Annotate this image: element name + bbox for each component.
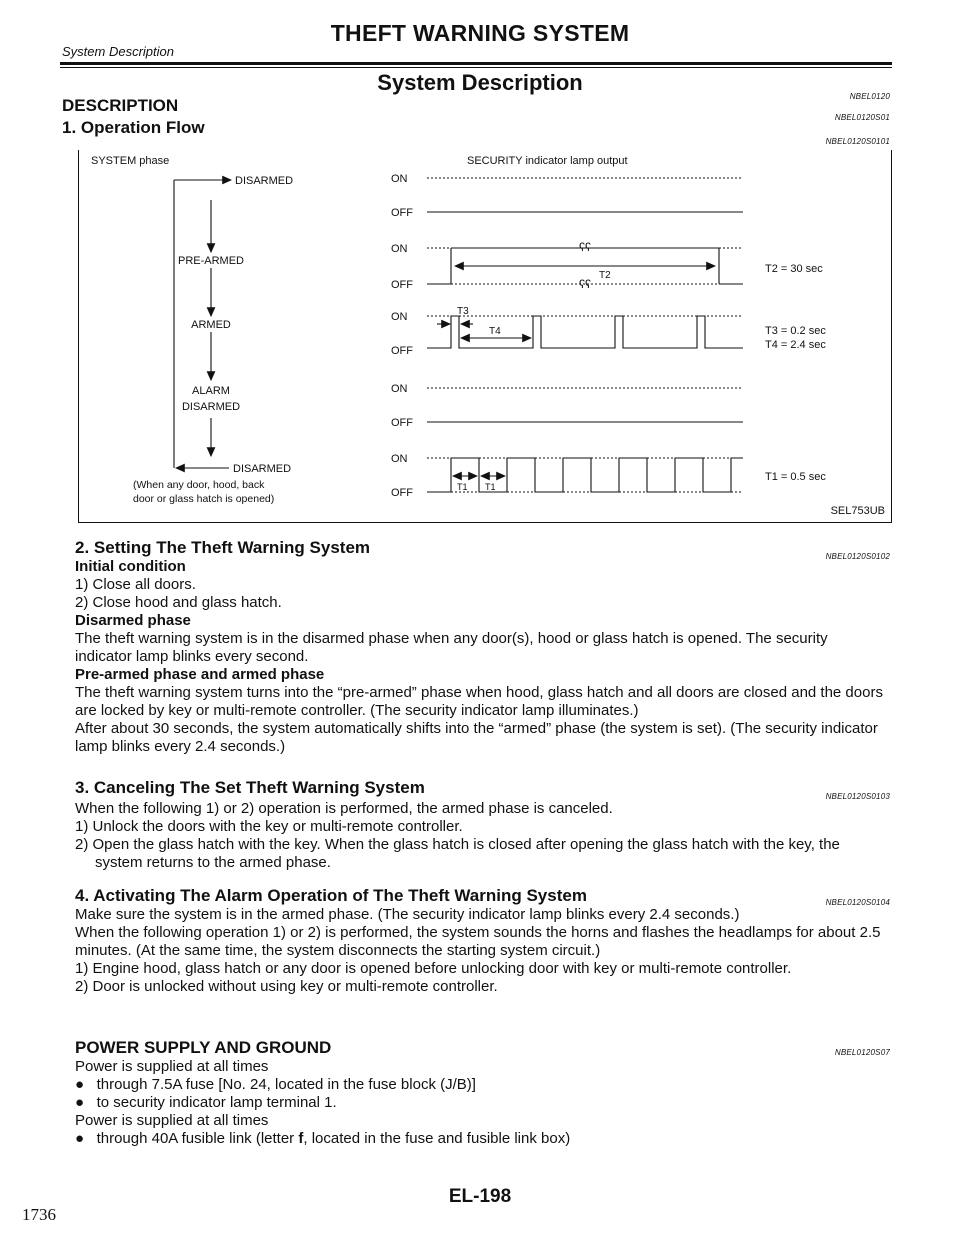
activating-body	[75, 906, 887, 996]
page-number: 1736	[22, 1205, 56, 1224]
power-bullet-3-pre: through 40A fusible link (letter	[96, 1130, 299, 1147]
row5-off-label: OFF	[391, 487, 413, 499]
system-phase-label: SYSTEM phase	[91, 155, 170, 167]
row4-on-label: ON	[391, 383, 408, 395]
description-heading: DESCRIPTION	[62, 96, 179, 115]
t1-legend: T1 = 0.5 sec	[765, 471, 826, 483]
ref-code-operation-flow: NBEL0120S0101	[825, 137, 890, 146]
t4-marker: T4	[489, 326, 501, 337]
svg-text:ʕʕ: ʕʕ	[579, 277, 591, 291]
t2-legend: T2 = 30 sec	[765, 263, 823, 275]
row2-off-label: OFF	[391, 279, 413, 291]
ref-code-canceling: NBEL0120S0103	[825, 792, 890, 801]
canceling-step-1: 1) Unlock the doors with the key or multi-remote controller.	[75, 818, 463, 835]
ref-code-page: NBEL0120	[849, 92, 890, 101]
page-heading: System Description	[377, 70, 583, 95]
operation-flow-heading: 1. Operation Flow	[62, 118, 205, 137]
row2-on-label: ON	[391, 243, 408, 255]
operation-flow-figure	[78, 150, 892, 523]
activating-text-2: When the following operation 1) or 2) is performed, the system sounds the horns and flashes the headlamps for about 2.5 minutes. (At the same time, the system disconnects the starting system circuit.)	[75, 924, 881, 959]
setting-heading: 2. Setting The Theft Warning System	[75, 538, 371, 557]
power-bullet-3	[75, 1130, 887, 1148]
canceling-step-2: 2) Open the glass hatch with the key. When the glass hatch is closed after opening the glass hatch with the key, the system returns to the armed phase.	[75, 836, 840, 871]
ref-code-power: NBEL0120S07	[834, 1048, 890, 1057]
activating-step-2: 2) Door is unlocked without using key or multi-remote controller.	[75, 978, 498, 995]
power-bullet-1	[75, 1076, 887, 1094]
t3-marker: T3	[457, 306, 469, 317]
bullet-icon: ●	[75, 1094, 97, 1111]
timing-diagram	[79, 150, 891, 522]
prearmed-phase-text-2: After about 30 seconds, the system automatically shifts into the “armed” phase (the system is set). (The security indicator lamp blinks every 2.4 seconds.)	[75, 720, 878, 755]
activating-step-1: 1) Engine hood, glass hatch or any door is opened before unlocking door with key or multi-remote controller.	[75, 960, 792, 977]
prearmed-phase-heading: Pre-armed phase and armed phase	[75, 666, 325, 683]
phase-prearmed: PRE-ARMED	[177, 255, 245, 267]
ref-code-description: NBEL0120S01	[834, 113, 890, 122]
bullet-icon: ●	[75, 1076, 97, 1093]
activating-heading: 4. Activating The Alarm Operation of The Theft Warning System	[75, 886, 587, 905]
phase-note-line2: door or glass hatch is opened)	[133, 493, 275, 505]
phase-disarmed: DISARMED	[235, 175, 294, 187]
ref-code-activating: NBEL0120S0104	[825, 898, 890, 907]
row5-on-label: ON	[391, 453, 408, 465]
row1-off-label: OFF	[391, 207, 413, 219]
power-bullet-2	[75, 1094, 887, 1112]
disarmed-phase-heading: Disarmed phase	[75, 612, 191, 629]
power-line-1: Power is supplied at all times	[75, 1058, 269, 1075]
t4-legend: T4 = 2.4 sec	[765, 339, 826, 351]
power-bullet-2-text: to security indicator lamp terminal 1.	[96, 1094, 337, 1111]
phase-note-line1: (When any door, hood, back	[133, 479, 265, 491]
activating-text-1: Make sure the system is in the armed phase. (The security indicator lamp blinks every 2.4 seconds.)	[75, 906, 740, 923]
output-label: SECURITY indicator lamp output	[467, 155, 628, 167]
phase-alarm: ALARM	[192, 385, 230, 397]
bullet-icon: ●	[75, 1130, 97, 1147]
phase-alarm-disarmed: DISARMED	[181, 401, 241, 413]
row3-on-label: ON	[391, 311, 408, 323]
setting-step-2: 2) Close hood and glass hatch.	[75, 594, 282, 611]
power-bullet-1-text: through 7.5A fuse [No. 24, located in the fuse block (J/B)]	[96, 1076, 476, 1093]
figure-ref: SEL753UB	[830, 505, 885, 517]
power-bullet-3-letter: f	[298, 1130, 304, 1147]
initial-condition-heading: Initial condition	[75, 558, 186, 575]
ref-code-setting: NBEL0120S0102	[825, 552, 890, 561]
page-footer-code: EL-198	[448, 1186, 512, 1207]
setting-body	[75, 558, 887, 756]
row3-off-label: OFF	[391, 345, 413, 357]
canceling-intro: When the following 1) or 2) operation is performed, the armed phase is canceled.	[75, 800, 613, 817]
power-heading: POWER SUPPLY AND GROUND	[75, 1038, 332, 1057]
svg-text:ʕʕ: ʕʕ	[579, 240, 591, 254]
power-bullet-3-post: , located in the fuse and fusible link box)	[303, 1130, 571, 1147]
header-rule	[60, 62, 892, 65]
canceling-body	[75, 800, 887, 872]
t1-marker-a: T1	[457, 482, 468, 492]
power-body	[75, 1058, 887, 1148]
page-header-title: THEFT WARNING SYSTEM	[330, 20, 630, 46]
section-label: System Description	[62, 44, 174, 59]
disarmed-phase-text: The theft warning system is in the disarmed phase when any door(s), hood or glass hatch is opened. The security indicator lamp blinks every second.	[75, 630, 828, 665]
row1-on-label: ON	[391, 173, 408, 185]
setting-step-1: 1) Close all doors.	[75, 576, 196, 593]
canceling-heading: 3. Canceling The Set Theft Warning System	[75, 778, 425, 797]
power-line-2: Power is supplied at all times	[75, 1112, 269, 1129]
phase-armed: ARMED	[191, 319, 231, 331]
t1-marker-b: T1	[485, 482, 496, 492]
prearmed-phase-text-1: The theft warning system turns into the “pre-armed” phase when hood, glass hatch and all doors are closed and the doors are locked by key or multi-remote controller. (The security indicator lamp illuminates.)	[75, 684, 883, 719]
phase-disarmed-final: DISARMED	[233, 463, 292, 475]
t3-legend: T3 = 0.2 sec	[765, 325, 826, 337]
header-subrule	[60, 67, 892, 68]
t2-marker: T2	[599, 270, 611, 281]
row4-off-label: OFF	[391, 417, 413, 429]
